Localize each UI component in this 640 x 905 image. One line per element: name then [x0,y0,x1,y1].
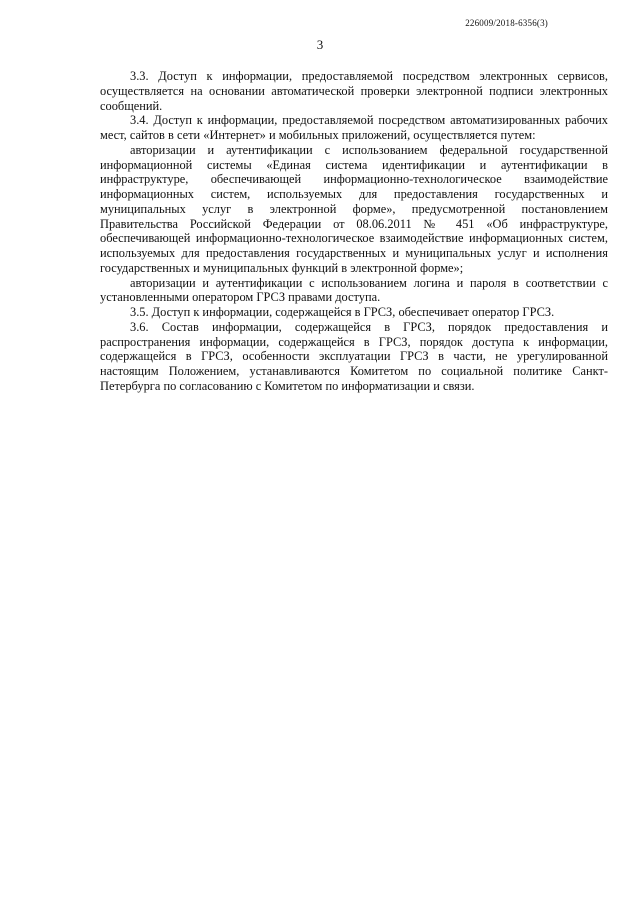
paragraph-3-4-item-login: авторизации и аутентификации с использованием логина и пароля в соответствии с установленными оператором ГРСЗ правами доступа. [100,275,608,305]
paragraph-3-4-item-esia: авторизации и аутентификации с использованием федеральной государственной информационной системы «Единая система идентификации и аутентификации в инфраструктуре, обеспечивающей информационно-технологическое взаимодействие информационных систем, используемых для предоставления государственных и муниципальных услуг в электронной форме», предусмотренной постановлением Правительства Российской Федерации от 08.06.2011 № 451 «Об инфраструктуре, обеспечивающей информационно-технологическое взаимодействие информационных систем, используемых для предоставления государственных и муниципальных услуг и исполнения государственных и муниципальных функций в электронной форме»; [100,142,608,275]
paragraph-3-5: 3.5. Доступ к информации, содержащейся в ГРСЗ, обеспечивает оператор ГРСЗ. [130,305,555,319]
document-registration-number: 226009/2018-6356(3) [465,18,548,28]
paragraph-3-3: 3.3. Доступ к информации, предоставляемой посредством электронных сервисов, осуществляется на основании автоматической проверки электронной подписи электронных сообщений. [100,69,608,113]
page-number: 3 [316,37,324,52]
paragraph-3-6: 3.6. Состав информации, содержащейся в ГРСЗ, порядок предоставления и распространения информации, содержащейся в ГРСЗ, порядок доступа к информации, содержащейся в ГРСЗ, особенности эксплуатации ГРСЗ в части, не урегулированной настоящим Положением, устанавливаются Комитетом по социальной политике Санкт-Петербурга по согласованию с Комитетом по информатизации и связи. [100,319,608,393]
document-body [100,69,608,394]
paragraph-3-4: 3.4. Доступ к информации, предоставляемой посредством автоматизированных рабочих мест, сайтов в сети «Интернет» и мобильных приложений, осуществляется путем: [100,113,608,142]
